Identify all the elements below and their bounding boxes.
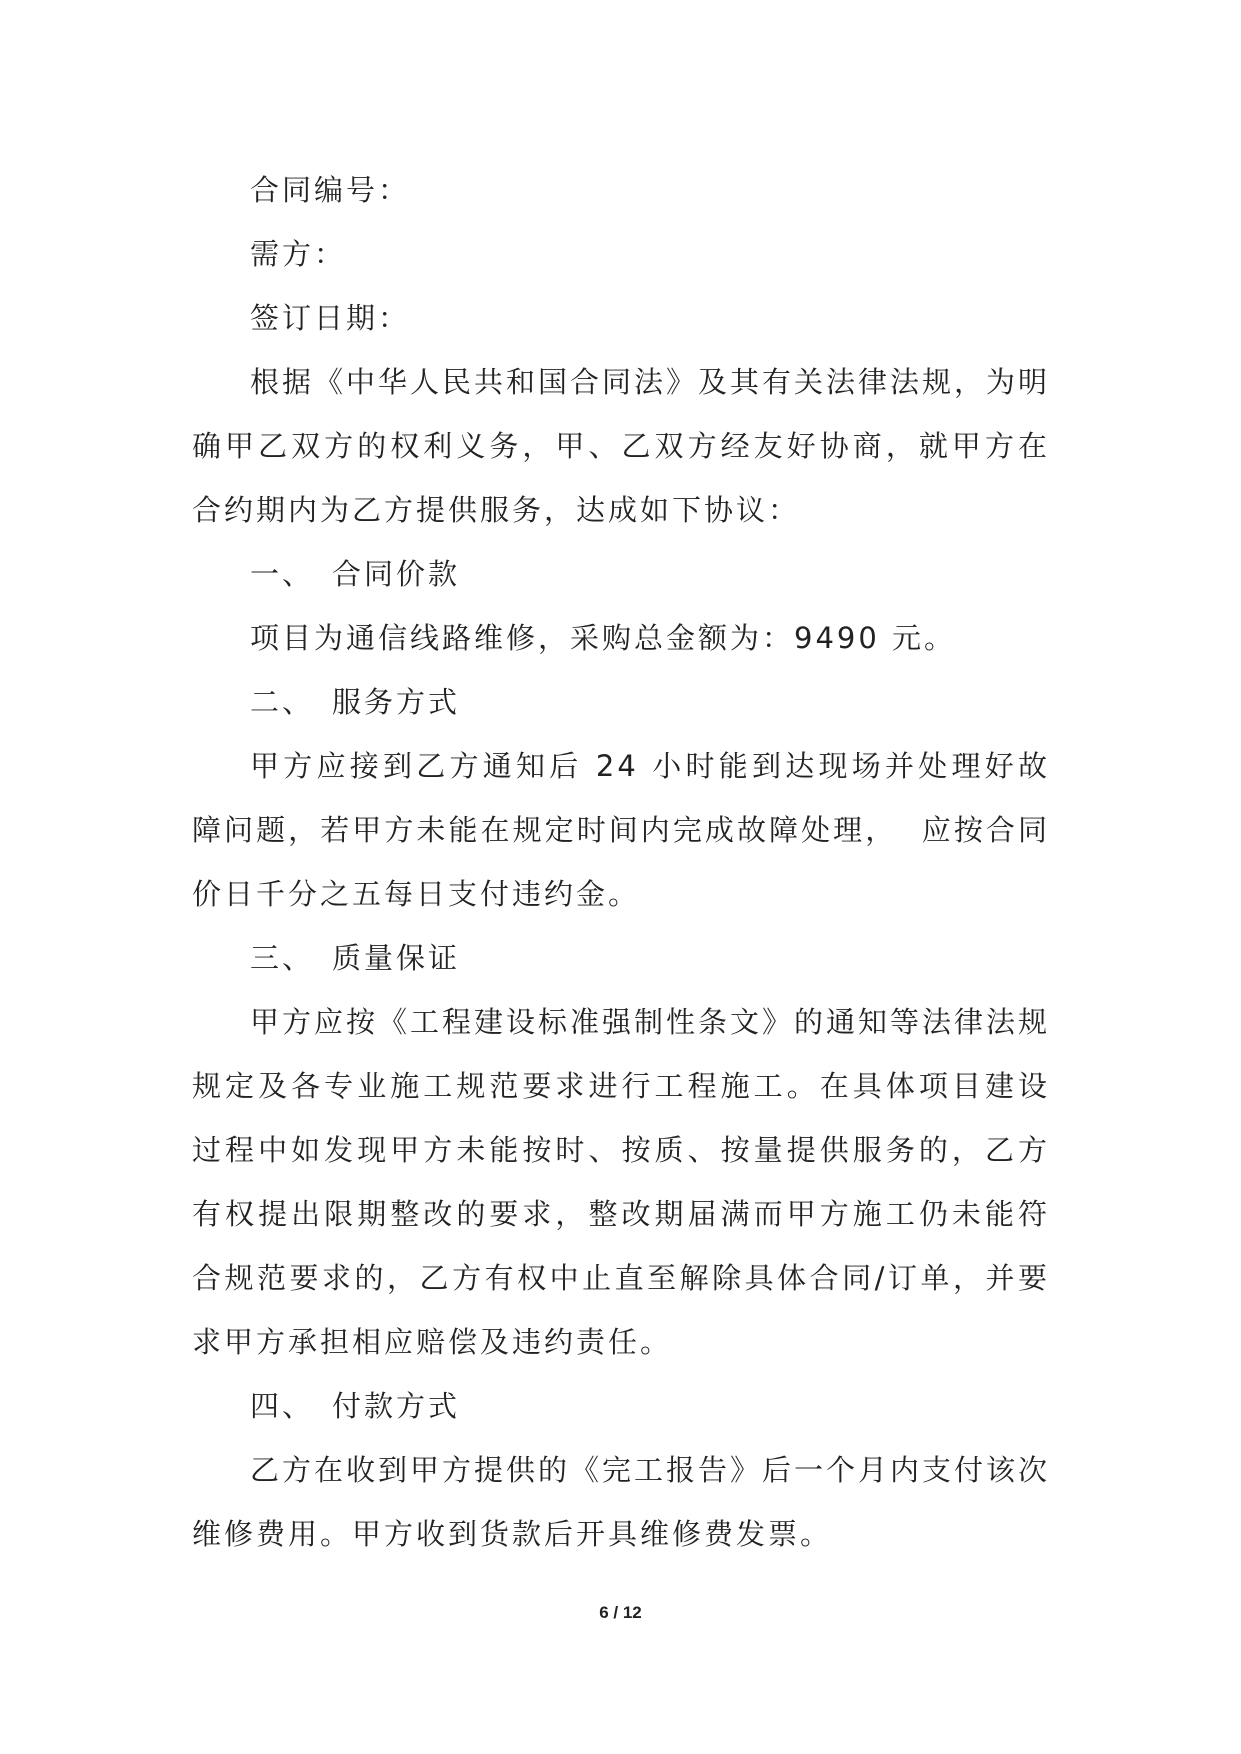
buyer-field: 需方： (250, 237, 347, 271)
section-heading (192, 1374, 1050, 1438)
document-body (192, 158, 1050, 1566)
page-number: 6 / 12 (599, 1603, 642, 1622)
section-number: 二、 (250, 685, 315, 719)
section-heading (192, 670, 1050, 734)
section-paragraph: 甲方应按《工程建设标准强制性条文》的通知等法律法规规定及各专业施工规范要求进行工程施工。在具体项目建设过程中如发现甲方未能按时、按质、按量提供服务的，乙方有权提出限期整改的要求，整改期届满而甲方施工仍未能符合规范要求的，乙方有权中止直至解除具体合同/订单，并要求甲方承担相应赔偿及违约责任。 (192, 1005, 1051, 1359)
section-number: 四、 (250, 1389, 315, 1423)
sign-date-field: 签订日期： (250, 301, 411, 335)
section-heading (192, 926, 1050, 990)
section-title: 服务方式 (332, 685, 461, 719)
section-paragraph: 甲方应接到乙方通知后 24 小时能到达现场并处理好故障问题，若甲方未能在规定时间内完成故障处理， 应按合同价日千分之五每日支付违约金。 (192, 749, 1050, 911)
section-title: 质量保证 (332, 941, 461, 975)
section-paragraph: 乙方在收到甲方提供的《完工报告》后一个月内支付该次维修费用。甲方收到货款后开具维修费发票。 (192, 1453, 1051, 1551)
section-title: 合同价款 (332, 557, 461, 591)
section-number: 三、 (250, 941, 315, 975)
contract-number-field: 合同编号： (250, 173, 411, 207)
intro-paragraph: 根据《中华人民共和国合同法》及其有关法律法规，为明确甲乙双方的权利义务，甲、乙双方经友好协商，就甲方在合约期内为乙方提供服务，达成如下协议： (192, 365, 1051, 527)
section-paragraph: 项目为通信线路维修，采购总金额为：9490 元。 (250, 621, 957, 655)
section-title: 付款方式 (332, 1389, 461, 1423)
section-heading (192, 542, 1050, 606)
section-number: 一、 (250, 557, 315, 591)
